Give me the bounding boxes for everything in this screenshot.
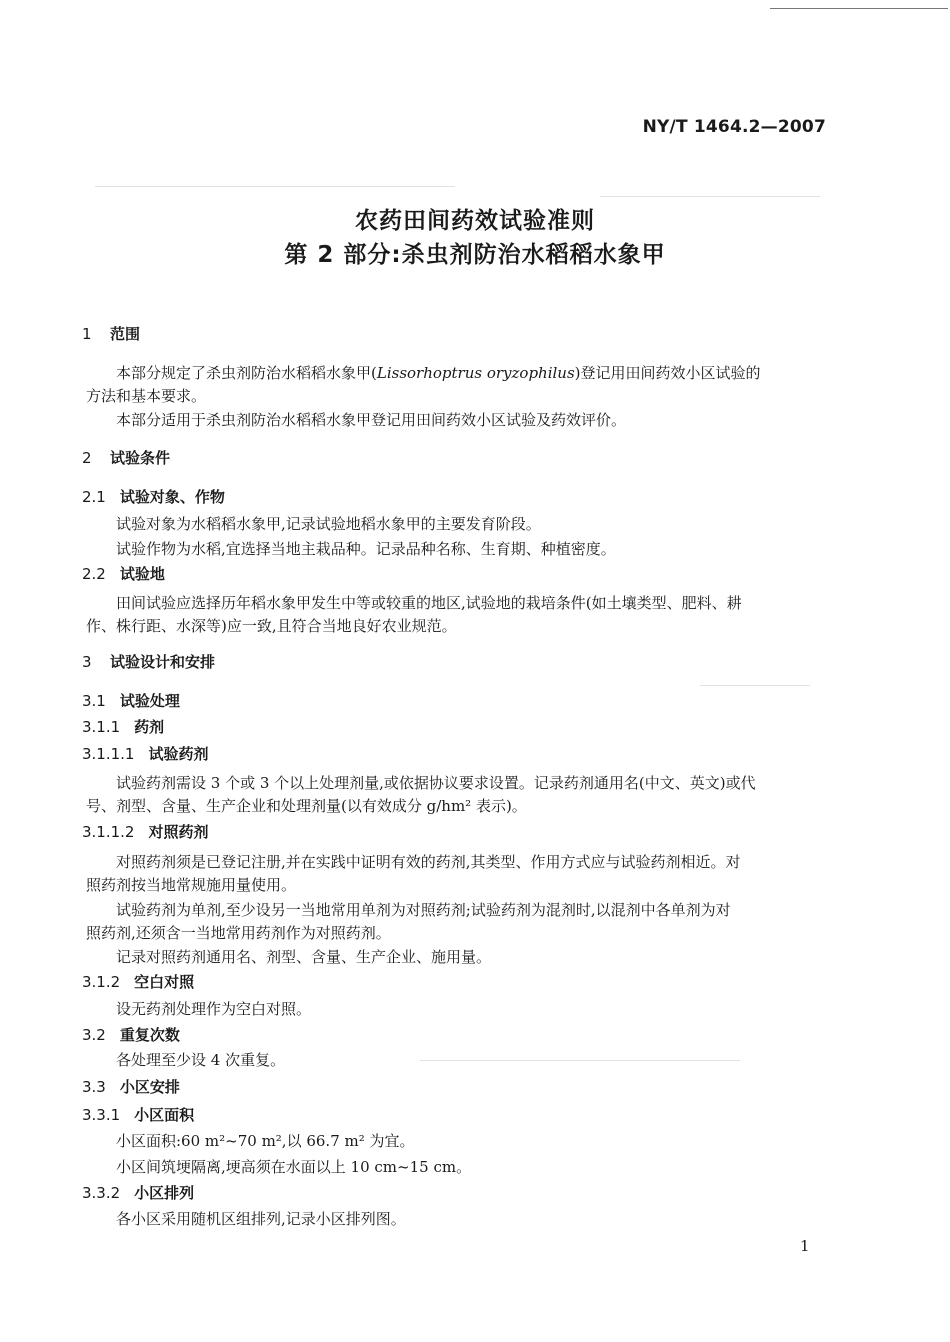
section-title: 药剂 xyxy=(134,718,165,736)
scan-artifact xyxy=(420,1060,740,1061)
section-3-2-heading xyxy=(82,1024,180,1045)
section-number: 3.1.1.2 xyxy=(82,823,135,841)
paragraph: 对照药剂须是已登记注册,并在实践中证明有效的药剂,其类型、作用方式应与试验药剂相近。对 xyxy=(116,853,741,871)
section-title: 重复次数 xyxy=(119,1026,180,1044)
section-number: 2.2 xyxy=(82,565,106,583)
section-number: 3 xyxy=(82,653,92,671)
section-number: 3.1.1.1 xyxy=(82,745,135,763)
paragraph: 试验药剂需设 3 个或 3 个以上处理剂量,或依据协议要求设置。记录药剂通用名(中文、英文)或代 xyxy=(116,774,756,792)
paragraph: 小区间筑埂隔离,埂高须在水面以上 10 cm~15 cm。 xyxy=(116,1158,472,1176)
section-3-1-1-1-heading xyxy=(82,743,209,764)
section-number: 3.2 xyxy=(82,1026,106,1044)
latin-name: Lissorhoptrus oryzophilus xyxy=(376,364,575,382)
page-number: 1 xyxy=(800,1237,810,1255)
section-number: 3.1.2 xyxy=(82,973,121,991)
section-2-heading xyxy=(82,447,170,468)
paragraph: 记录对照药剂通用名、剂型、含量、生产企业、施用量。 xyxy=(116,948,492,966)
section-3-3-2-heading xyxy=(82,1182,194,1203)
section-3-heading xyxy=(82,651,215,672)
section-title: 试验设计和安排 xyxy=(110,653,216,671)
paragraph: 照药剂,还须含一当地常用药剂作为对照药剂。 xyxy=(86,924,391,942)
paragraph: 照药剂按当地常规施用量使用。 xyxy=(86,876,297,894)
section-2-1-heading xyxy=(82,486,225,507)
section-number: 3.1.1 xyxy=(82,718,121,736)
section-title: 小区排列 xyxy=(134,1184,195,1202)
text: )登记用田间药效小区试验的 xyxy=(574,364,761,382)
section-title: 试验地 xyxy=(119,565,165,583)
scan-artifact xyxy=(600,196,820,197)
scan-artifact xyxy=(95,186,455,187)
paragraph: 小区面积:60 m²~70 m²,以 66.7 m² 为宜。 xyxy=(116,1132,415,1150)
section-title: 试验药剂 xyxy=(148,745,209,763)
section-title: 试验条件 xyxy=(110,449,171,467)
document-title: 农药田间药效试验准则 xyxy=(355,208,595,234)
section-title: 试验处理 xyxy=(119,692,180,710)
paragraph: 田间试验应选择历年稻水象甲发生中等或较重的地区,试验地的栽培条件(如土壤类型、肥料、耕 xyxy=(116,594,742,612)
paragraph: 试验对象为水稻稻水象甲,记录试验地稻水象甲的主要发育阶段。 xyxy=(116,515,541,533)
scan-artifact xyxy=(700,685,810,686)
document-subtitle: 第 2 部分:杀虫剂防治水稻稻水象甲 xyxy=(284,242,666,268)
top-rule xyxy=(770,8,948,9)
paragraph: 本部分适用于杀虫剂防治水稻稻水象甲登记用田间药效小区试验及药效评价。 xyxy=(116,411,627,429)
section-number: 3.3.1 xyxy=(82,1106,121,1124)
section-2-2-heading xyxy=(82,563,165,584)
paragraph xyxy=(86,362,826,384)
section-3-3-1-heading xyxy=(82,1104,194,1125)
paragraph: 各处理至少设 4 次重复。 xyxy=(116,1051,286,1069)
section-number: 3.3 xyxy=(82,1078,106,1096)
section-number: 3.3.2 xyxy=(82,1184,121,1202)
section-3-1-2-heading xyxy=(82,971,194,992)
paragraph: 试验作物为水稻,宜选择当地主栽品种。记录品种名称、生育期、种植密度。 xyxy=(116,540,616,558)
paragraph: 方法和基本要求。 xyxy=(86,387,207,405)
section-number: 1 xyxy=(82,325,92,343)
section-3-1-1-2-heading xyxy=(82,821,209,842)
section-1-heading xyxy=(82,323,140,344)
section-title: 范围 xyxy=(110,325,141,343)
paragraph: 号、剂型、含量、生产企业和处理剂量(以有效成分 g/hm² 表示)。 xyxy=(86,797,527,815)
section-number: 2.1 xyxy=(82,488,106,506)
section-title: 小区面积 xyxy=(134,1106,195,1124)
paragraph: 设无药剂处理作为空白对照。 xyxy=(116,1000,312,1018)
section-number: 2 xyxy=(82,449,92,467)
section-3-3-heading xyxy=(82,1076,180,1097)
section-title: 空白对照 xyxy=(134,973,195,991)
section-3-1-heading xyxy=(82,690,180,711)
section-title: 试验对象、作物 xyxy=(119,488,225,506)
paragraph: 作、株行距、水深等)应一致,且符合当地良好农业规范。 xyxy=(86,617,457,635)
section-title: 对照药剂 xyxy=(148,823,209,841)
paragraph: 试验药剂为单剂,至少设另一当地常用单剂为对照药剂;试验药剂为混剂时,以混剂中各单剂为对 xyxy=(116,901,731,919)
paragraph: 各小区采用随机区组排列,记录小区排列图。 xyxy=(116,1210,406,1228)
text: 本部分规定了杀虫剂防治水稻稻水象甲( xyxy=(116,364,377,382)
section-number: 3.1 xyxy=(82,692,106,710)
section-3-1-1-heading xyxy=(82,716,164,737)
section-title: 小区安排 xyxy=(119,1078,180,1096)
standard-code: NY/T 1464.2—2007 xyxy=(642,117,826,137)
